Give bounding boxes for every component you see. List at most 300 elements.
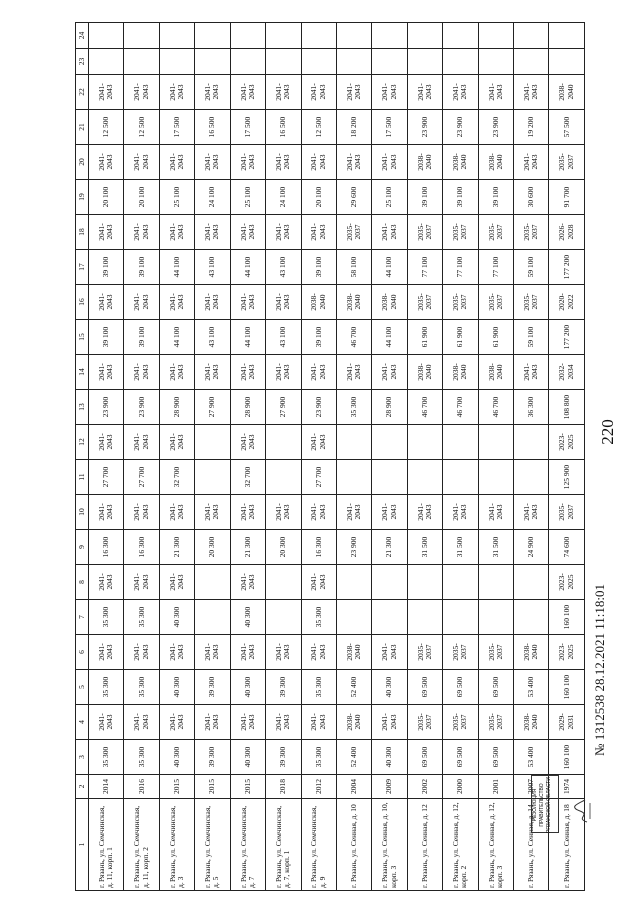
- table-row: [443, 23, 478, 891]
- value-cell: 2014: [89, 775, 124, 799]
- address-cell: г. Рязань, ул. Семчинская, д. 7: [230, 799, 265, 891]
- value-cell: 59 100: [514, 250, 549, 285]
- value-cell: [301, 49, 336, 75]
- value-cell: [266, 425, 301, 460]
- value-cell: 69 500: [443, 740, 478, 775]
- value-cell: 160 100: [549, 740, 585, 775]
- value-cell: [124, 23, 159, 49]
- value-cell: 16 300: [124, 530, 159, 565]
- value-cell: 53 400: [514, 740, 549, 775]
- value-cell: 44 100: [372, 250, 407, 285]
- value-cell: 52 400: [336, 670, 371, 705]
- value-cell: [407, 565, 442, 600]
- table-row: [301, 23, 336, 891]
- value-cell: 2038-2040: [549, 75, 585, 110]
- column-header: 13: [76, 390, 89, 425]
- value-cell: 40 300: [159, 670, 194, 705]
- value-cell: 40 300: [230, 600, 265, 635]
- value-cell: 2041-2043: [514, 75, 549, 110]
- value-cell: 2041-2043: [230, 285, 265, 320]
- value-cell: 23 900: [407, 110, 442, 145]
- column-header: 10: [76, 495, 89, 530]
- value-cell: 36 300: [514, 390, 549, 425]
- value-cell: 2041-2043: [336, 75, 371, 110]
- value-cell: 2041-2043: [514, 495, 549, 530]
- value-cell: 43 100: [195, 320, 230, 355]
- value-cell: [514, 49, 549, 75]
- value-cell: 28 900: [230, 390, 265, 425]
- value-cell: 2038-2040: [407, 355, 442, 390]
- value-cell: 2041-2043: [159, 355, 194, 390]
- value-cell: 2026-2028: [549, 215, 585, 250]
- value-cell: 2018: [266, 775, 301, 799]
- value-cell: 2041-2043: [478, 75, 513, 110]
- value-cell: 2041-2043: [301, 75, 336, 110]
- column-header: 14: [76, 355, 89, 390]
- value-cell: 2041-2043: [195, 145, 230, 180]
- value-cell: 69 500: [407, 740, 442, 775]
- value-cell: [443, 49, 478, 75]
- value-cell: [407, 460, 442, 495]
- value-cell: 2041-2043: [89, 705, 124, 740]
- stamp-line: РЕЗОЛЮЦИЯ: [532, 788, 538, 822]
- value-cell: 53 400: [514, 670, 549, 705]
- value-cell: 2041-2043: [89, 355, 124, 390]
- value-cell: 40 300: [372, 670, 407, 705]
- value-cell: 2041-2043: [478, 495, 513, 530]
- value-cell: 39 100: [407, 180, 442, 215]
- value-cell: 2041-2043: [372, 355, 407, 390]
- table-row: [230, 23, 265, 891]
- value-cell: 2041-2043: [230, 565, 265, 600]
- value-cell: 12 500: [89, 110, 124, 145]
- value-cell: 27 900: [195, 390, 230, 425]
- value-cell: 12 500: [301, 110, 336, 145]
- value-cell: 24 900: [514, 530, 549, 565]
- address-cell: г. Рязань, ул. Семчинская, д. 9: [301, 799, 336, 891]
- value-cell: [372, 460, 407, 495]
- value-cell: 2035-2037: [407, 215, 442, 250]
- value-cell: 40 300: [159, 740, 194, 775]
- value-cell: 32 700: [159, 460, 194, 495]
- value-cell: 2038-2040: [372, 285, 407, 320]
- value-cell: 2035-2037: [549, 145, 585, 180]
- value-cell: 2041-2043: [195, 705, 230, 740]
- document-footer: № 1312538 28.12.2021 11:18:01: [592, 584, 607, 756]
- value-cell: 44 100: [230, 250, 265, 285]
- value-cell: 2041-2043: [89, 565, 124, 600]
- column-header: 11: [76, 460, 89, 495]
- value-cell: 17 500: [159, 110, 194, 145]
- value-cell: 2035-2037: [407, 285, 442, 320]
- value-cell: 27 700: [124, 460, 159, 495]
- value-cell: 2041-2043: [159, 635, 194, 670]
- table-row: [407, 23, 442, 891]
- value-cell: 2038-2040: [407, 145, 442, 180]
- value-cell: 2041-2043: [266, 145, 301, 180]
- value-cell: [266, 460, 301, 495]
- value-cell: 12 500: [124, 110, 159, 145]
- register-table: [75, 22, 585, 891]
- value-cell: 35 300: [89, 740, 124, 775]
- value-cell: [336, 600, 371, 635]
- value-cell: 2012: [301, 775, 336, 799]
- value-cell: 43 100: [195, 250, 230, 285]
- value-cell: [443, 460, 478, 495]
- value-cell: 2041-2043: [301, 565, 336, 600]
- column-header: 15: [76, 320, 89, 355]
- value-cell: [549, 49, 585, 75]
- value-cell: 177 200: [549, 320, 585, 355]
- address-cell: г. Рязань, ул. Семчинская, д. 7, корп. 1: [266, 799, 301, 891]
- value-cell: [266, 23, 301, 49]
- address-cell: г. Рязань, ул. Сенная, д. 18: [549, 799, 585, 891]
- value-cell: [407, 600, 442, 635]
- value-cell: 2041-2043: [89, 495, 124, 530]
- value-cell: 2041-2043: [124, 705, 159, 740]
- value-cell: 2041-2043: [124, 75, 159, 110]
- column-header: 23: [76, 49, 89, 75]
- value-cell: 57 500: [549, 110, 585, 145]
- value-cell: [195, 565, 230, 600]
- address-cell: г. Рязань, ул. Семчинская, д. 11, корп. 1: [89, 799, 124, 891]
- stamp-line: ПРАВИТЕЛЬСТВО: [539, 783, 545, 827]
- table-row: [336, 23, 371, 891]
- value-cell: 2035-2037: [443, 215, 478, 250]
- value-cell: 2041-2043: [195, 285, 230, 320]
- column-header: 6: [76, 635, 89, 670]
- value-cell: 2000: [443, 775, 478, 799]
- column-header: 22: [76, 75, 89, 110]
- value-cell: 27 700: [301, 460, 336, 495]
- header-row: [76, 23, 89, 891]
- value-cell: 16 500: [266, 110, 301, 145]
- table-row: [549, 23, 585, 891]
- value-cell: 35 300: [124, 600, 159, 635]
- value-cell: 2023-2025: [549, 565, 585, 600]
- stamp-line: РЯЗАНСКОЙ ОБЛАСТИ: [546, 777, 552, 833]
- value-cell: 61 900: [443, 320, 478, 355]
- value-cell: [443, 425, 478, 460]
- value-cell: [407, 23, 442, 49]
- value-cell: 39 100: [301, 250, 336, 285]
- value-cell: 39 300: [266, 670, 301, 705]
- value-cell: 35 300: [89, 670, 124, 705]
- value-cell: [443, 23, 478, 49]
- value-cell: 2009: [372, 775, 407, 799]
- value-cell: 2041-2043: [124, 355, 159, 390]
- value-cell: 2041-2043: [230, 635, 265, 670]
- value-cell: 20 300: [266, 530, 301, 565]
- value-cell: 2041-2043: [372, 635, 407, 670]
- value-cell: 2041-2043: [159, 425, 194, 460]
- value-cell: 2041-2043: [124, 145, 159, 180]
- value-cell: 2041-2043: [407, 495, 442, 530]
- value-cell: 28 900: [159, 390, 194, 425]
- value-cell: 23 900: [301, 390, 336, 425]
- value-cell: 30 600: [514, 180, 549, 215]
- value-cell: 35 300: [124, 740, 159, 775]
- value-cell: 16 500: [195, 110, 230, 145]
- value-cell: 2007: [514, 775, 549, 799]
- value-cell: 2035-2037: [443, 635, 478, 670]
- address-cell: г. Рязань, ул. Семчинская, д. 3: [159, 799, 194, 891]
- value-cell: 20 100: [301, 180, 336, 215]
- value-cell: 44 100: [159, 320, 194, 355]
- value-cell: 2038-2040: [336, 285, 371, 320]
- column-header: 5: [76, 670, 89, 705]
- value-cell: [443, 565, 478, 600]
- value-cell: 46 700: [407, 390, 442, 425]
- value-cell: [195, 600, 230, 635]
- value-cell: 2035-2037: [478, 705, 513, 740]
- table-row: [159, 23, 194, 891]
- value-cell: 23 900: [336, 530, 371, 565]
- value-cell: [514, 460, 549, 495]
- value-cell: 69 500: [443, 670, 478, 705]
- value-cell: 2041-2043: [266, 215, 301, 250]
- value-cell: 17 500: [372, 110, 407, 145]
- value-cell: 39 300: [195, 740, 230, 775]
- value-cell: 2041-2043: [195, 75, 230, 110]
- value-cell: 160 100: [549, 600, 585, 635]
- value-cell: 2041-2043: [301, 495, 336, 530]
- value-cell: [478, 23, 513, 49]
- value-cell: 2023-2025: [549, 425, 585, 460]
- value-cell: 23 900: [443, 110, 478, 145]
- address-cell: г. Рязань, ул. Семчинская, д. 5: [195, 799, 230, 891]
- value-cell: 2041-2043: [124, 285, 159, 320]
- value-cell: 2041-2043: [372, 75, 407, 110]
- value-cell: 2041-2043: [124, 565, 159, 600]
- address-cell: г. Рязань, ул. Сенная, д. 12, корп. 3: [478, 799, 513, 891]
- value-cell: [372, 425, 407, 460]
- value-cell: 2035-2037: [407, 635, 442, 670]
- value-cell: [336, 565, 371, 600]
- value-cell: 2020-2022: [549, 285, 585, 320]
- address-cell: г. Рязань, ул. Сенная, д. 12: [407, 799, 442, 891]
- value-cell: 77 100: [478, 250, 513, 285]
- value-cell: 39 100: [443, 180, 478, 215]
- value-cell: 2035-2037: [478, 635, 513, 670]
- value-cell: 77 100: [443, 250, 478, 285]
- value-cell: 2041-2043: [230, 495, 265, 530]
- value-cell: [372, 23, 407, 49]
- signature-mark: [571, 798, 593, 824]
- column-header: 9: [76, 530, 89, 565]
- value-cell: 2041-2043: [336, 145, 371, 180]
- value-cell: 39 100: [478, 180, 513, 215]
- value-cell: 21 300: [230, 530, 265, 565]
- value-cell: 2015: [195, 775, 230, 799]
- value-cell: 19 200: [514, 110, 549, 145]
- value-cell: [124, 49, 159, 75]
- value-cell: 2035-2037: [549, 495, 585, 530]
- value-cell: 2041-2043: [443, 495, 478, 530]
- value-cell: 2035-2037: [407, 705, 442, 740]
- value-cell: 2041-2043: [230, 355, 265, 390]
- table-row: [89, 23, 124, 891]
- value-cell: 23 900: [124, 390, 159, 425]
- value-cell: 2041-2043: [89, 145, 124, 180]
- value-cell: 28 900: [372, 390, 407, 425]
- value-cell: 2041-2043: [372, 145, 407, 180]
- value-cell: 2041-2043: [336, 495, 371, 530]
- value-cell: [478, 460, 513, 495]
- value-cell: [230, 23, 265, 49]
- value-cell: 29 600: [336, 180, 371, 215]
- column-header: 19: [76, 180, 89, 215]
- column-header: 17: [76, 250, 89, 285]
- column-header: 3: [76, 740, 89, 775]
- value-cell: 2035-2037: [478, 215, 513, 250]
- value-cell: [266, 565, 301, 600]
- column-header: 8: [76, 565, 89, 600]
- value-cell: 59 100: [514, 320, 549, 355]
- value-cell: 44 100: [159, 250, 194, 285]
- value-cell: 2041-2043: [301, 705, 336, 740]
- table-row: [478, 23, 513, 891]
- value-cell: [159, 49, 194, 75]
- value-cell: 2041-2043: [159, 565, 194, 600]
- value-cell: 44 100: [372, 320, 407, 355]
- address-cell: г. Рязань, ул. Сенная, д. 10, корп. 3: [372, 799, 407, 891]
- value-cell: 35 300: [124, 670, 159, 705]
- value-cell: 2041-2043: [266, 75, 301, 110]
- value-cell: 2041-2043: [266, 355, 301, 390]
- value-cell: [301, 23, 336, 49]
- value-cell: 2035-2037: [514, 215, 549, 250]
- value-cell: 39 100: [89, 250, 124, 285]
- value-cell: 2041-2043: [301, 425, 336, 460]
- value-cell: 2041-2043: [372, 215, 407, 250]
- value-cell: 2041-2043: [195, 355, 230, 390]
- value-cell: [514, 425, 549, 460]
- value-cell: 2041-2043: [301, 215, 336, 250]
- table-body: [76, 23, 585, 891]
- value-cell: [514, 565, 549, 600]
- value-cell: 18 200: [336, 110, 371, 145]
- value-cell: 24 100: [195, 180, 230, 215]
- value-cell: [478, 565, 513, 600]
- value-cell: 2041-2043: [195, 495, 230, 530]
- column-header: 21: [76, 110, 89, 145]
- value-cell: [443, 600, 478, 635]
- value-cell: 2041-2043: [407, 75, 442, 110]
- value-cell: 2041-2043: [266, 705, 301, 740]
- value-cell: 2035-2037: [443, 705, 478, 740]
- value-cell: 177 200: [549, 250, 585, 285]
- rotated-table-wrapper: [75, 31, 585, 891]
- value-cell: 23 900: [89, 390, 124, 425]
- value-cell: [195, 49, 230, 75]
- value-cell: [89, 23, 124, 49]
- value-cell: [514, 600, 549, 635]
- column-header: 4: [76, 705, 89, 740]
- value-cell: 69 500: [478, 740, 513, 775]
- value-cell: 32 700: [230, 460, 265, 495]
- value-cell: 27 700: [89, 460, 124, 495]
- value-cell: [336, 23, 371, 49]
- value-cell: 20 100: [124, 180, 159, 215]
- address-cell: г. Рязань, ул. Сенная, д. 14: [514, 799, 549, 891]
- value-cell: [407, 425, 442, 460]
- value-cell: 35 300: [301, 600, 336, 635]
- value-cell: 2038-2040: [478, 355, 513, 390]
- value-cell: 2038-2040: [443, 145, 478, 180]
- value-cell: 2041-2043: [372, 495, 407, 530]
- value-cell: 35 300: [336, 390, 371, 425]
- value-cell: 23 900: [478, 110, 513, 145]
- value-cell: 2041-2043: [124, 215, 159, 250]
- value-cell: 40 300: [159, 600, 194, 635]
- value-cell: 2041-2043: [230, 705, 265, 740]
- value-cell: 40 300: [230, 670, 265, 705]
- value-cell: 25 100: [372, 180, 407, 215]
- value-cell: 160 100: [549, 670, 585, 705]
- value-cell: 16 300: [301, 530, 336, 565]
- value-cell: 2041-2043: [301, 145, 336, 180]
- value-cell: [478, 425, 513, 460]
- value-cell: 69 500: [407, 670, 442, 705]
- page-number: 220: [598, 419, 617, 445]
- value-cell: 2016: [124, 775, 159, 799]
- value-cell: 2038-2040: [514, 705, 549, 740]
- value-cell: 46 700: [478, 390, 513, 425]
- value-cell: 24 100: [266, 180, 301, 215]
- table-row: [372, 23, 407, 891]
- value-cell: 21 300: [372, 530, 407, 565]
- value-cell: 31 500: [478, 530, 513, 565]
- value-cell: 31 500: [443, 530, 478, 565]
- value-cell: 77 100: [407, 250, 442, 285]
- value-cell: [549, 23, 585, 49]
- value-cell: 2041-2043: [266, 635, 301, 670]
- value-cell: 125 900: [549, 460, 585, 495]
- value-cell: 2041-2043: [266, 285, 301, 320]
- column-header: 20: [76, 145, 89, 180]
- value-cell: [514, 23, 549, 49]
- value-cell: 1974: [549, 775, 585, 799]
- value-cell: 108 800: [549, 390, 585, 425]
- column-header: 16: [76, 285, 89, 320]
- value-cell: 2041-2043: [159, 75, 194, 110]
- value-cell: 2041-2043: [89, 285, 124, 320]
- column-header: 24: [76, 23, 89, 49]
- value-cell: 35 300: [89, 600, 124, 635]
- value-cell: 2041-2043: [336, 355, 371, 390]
- value-cell: 52 400: [336, 740, 371, 775]
- value-cell: 2041-2043: [514, 355, 549, 390]
- value-cell: 2023-2025: [549, 635, 585, 670]
- value-cell: [478, 600, 513, 635]
- value-cell: 2041-2043: [230, 215, 265, 250]
- value-cell: [336, 460, 371, 495]
- value-cell: [266, 600, 301, 635]
- value-cell: 39 100: [124, 250, 159, 285]
- value-cell: 2041-2043: [89, 635, 124, 670]
- value-cell: 2038-2040: [514, 635, 549, 670]
- value-cell: [159, 23, 194, 49]
- value-cell: [372, 49, 407, 75]
- value-cell: 2038-2040: [336, 705, 371, 740]
- value-cell: 2041-2043: [159, 705, 194, 740]
- value-cell: 2041-2043: [124, 425, 159, 460]
- value-cell: 2038-2040: [301, 285, 336, 320]
- value-cell: 2041-2043: [89, 425, 124, 460]
- value-cell: 2029-2031: [549, 705, 585, 740]
- table-row: [514, 23, 549, 891]
